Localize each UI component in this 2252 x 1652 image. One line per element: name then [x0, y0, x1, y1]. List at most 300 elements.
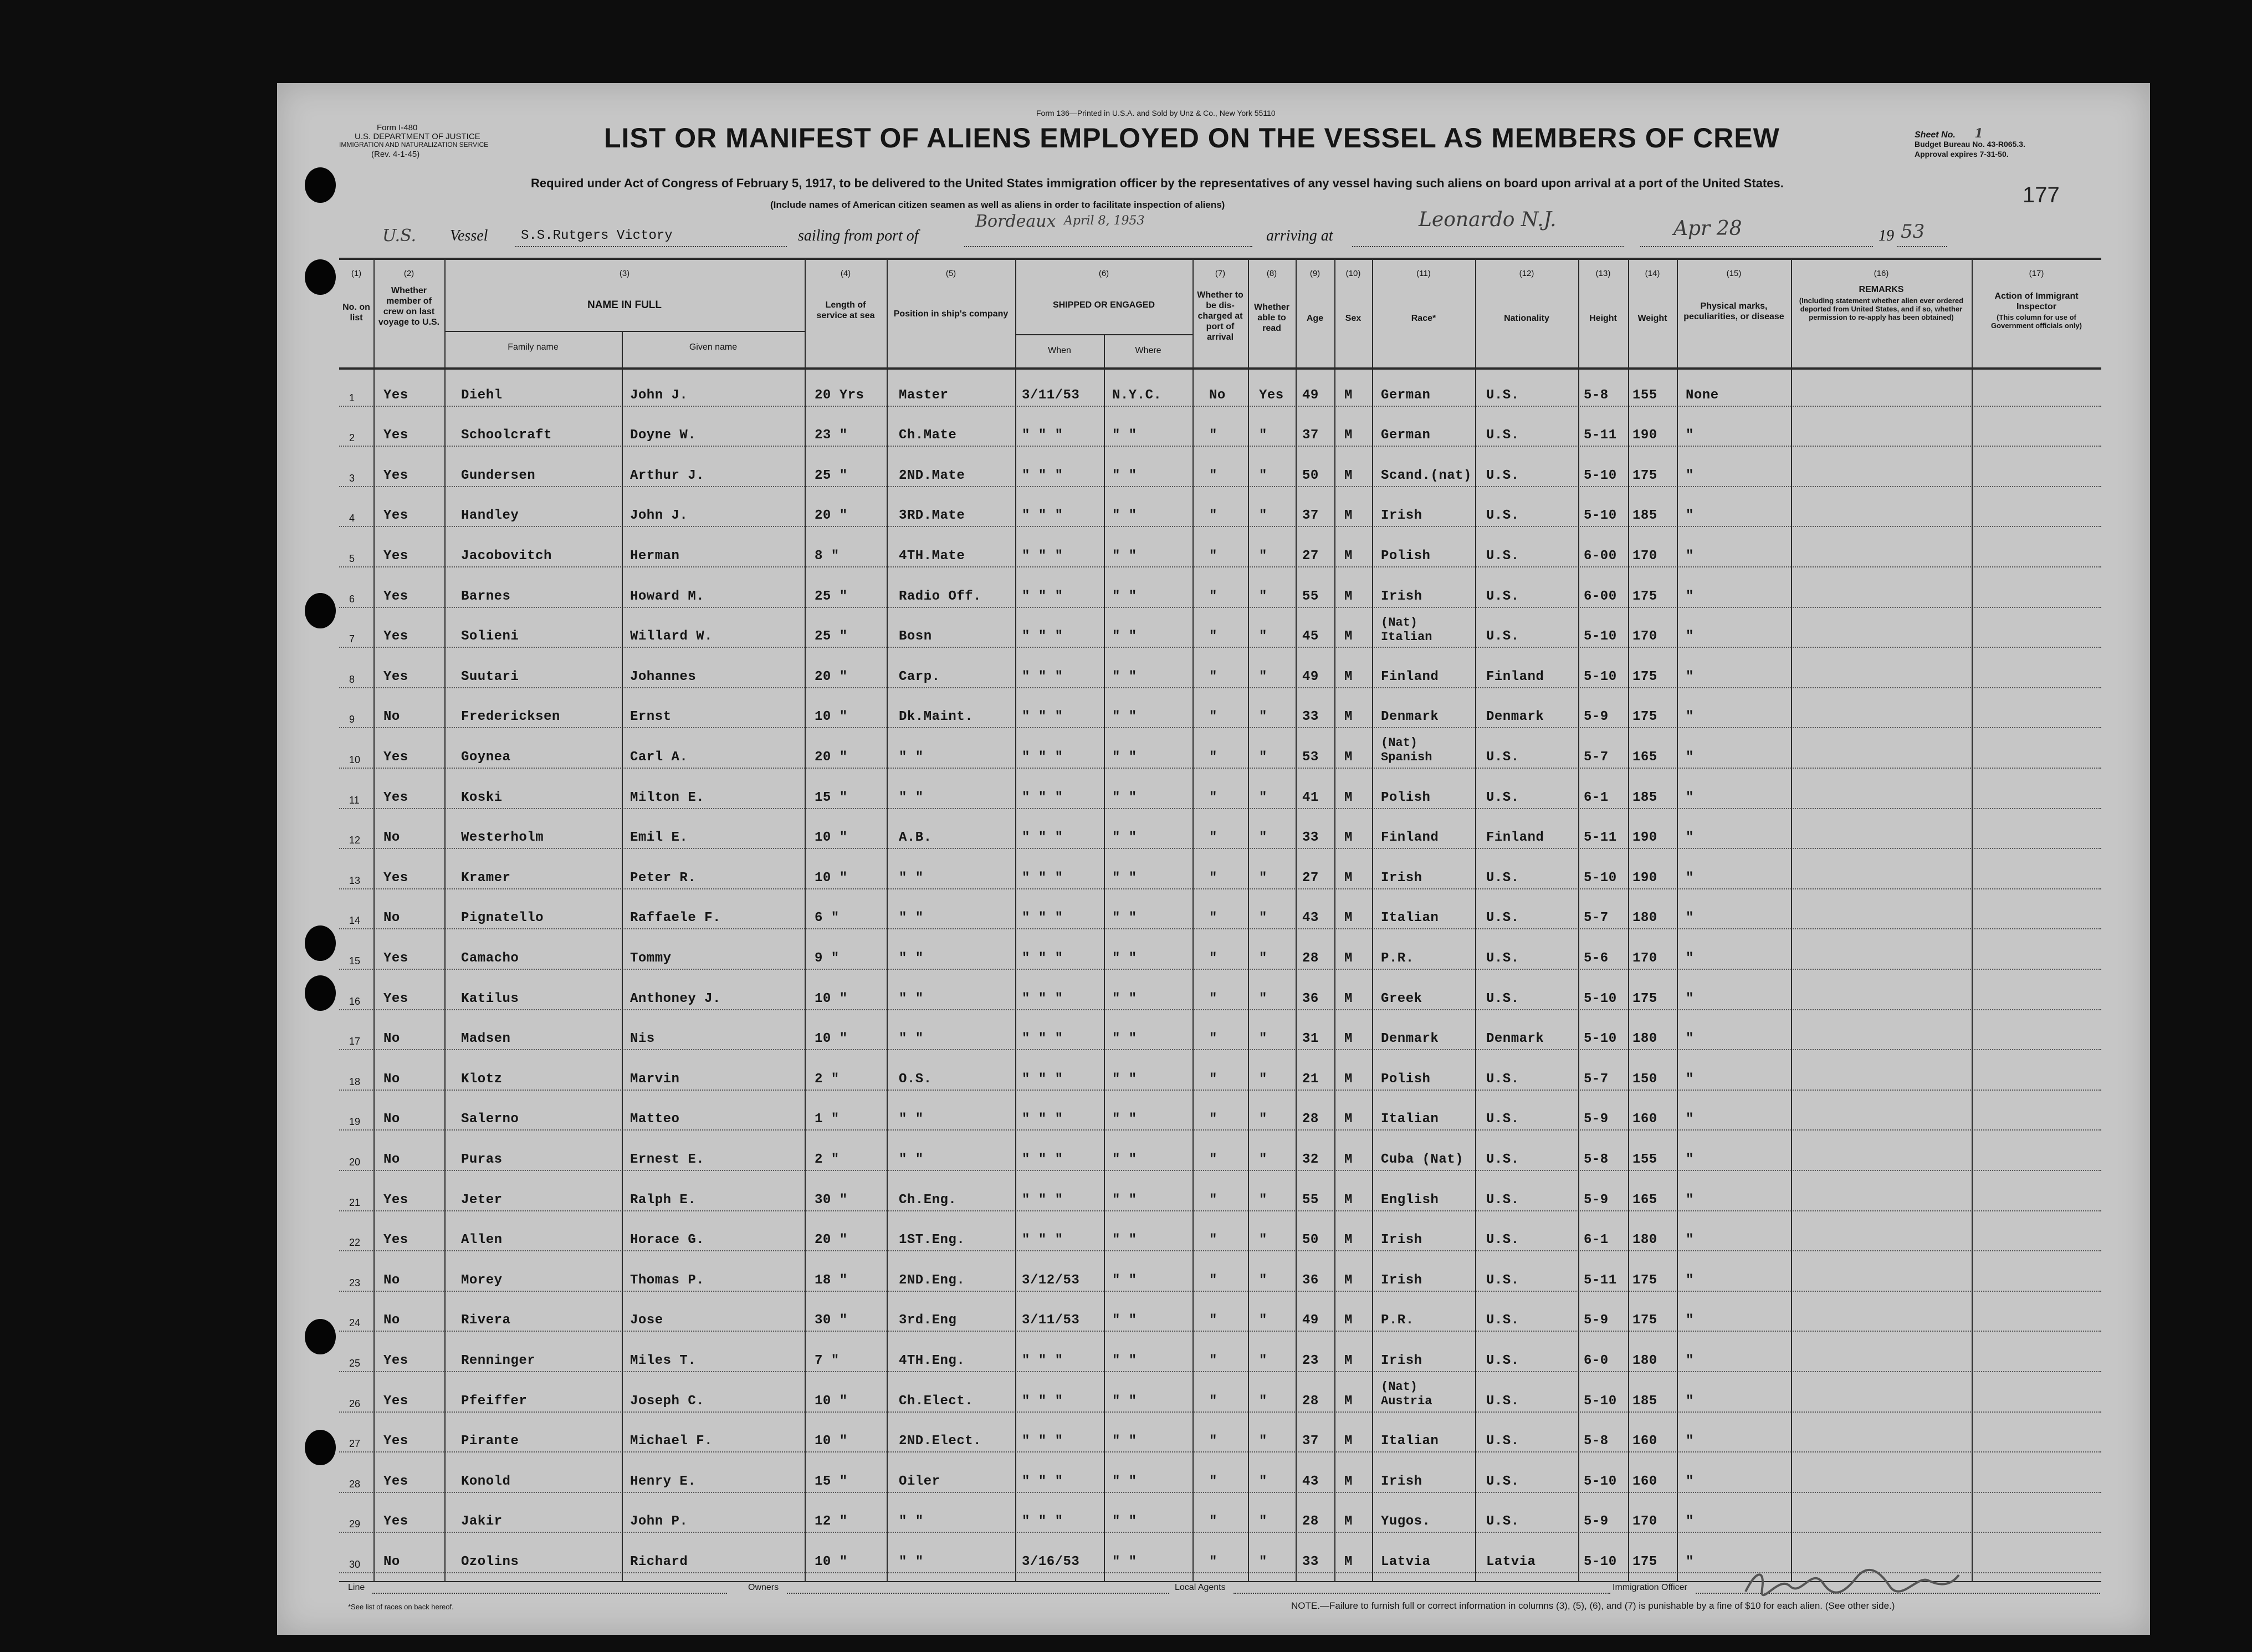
cell-sex: M — [1344, 1554, 1353, 1569]
cell-position: Bosn — [899, 629, 932, 645]
cell-when: " " " — [1022, 709, 1063, 725]
footer-officer-label: Immigration Officer — [1613, 1583, 1687, 1592]
cell-length: 20 " — [815, 669, 848, 684]
column-divider — [1628, 258, 1629, 1581]
cell-height: 6-00 — [1584, 589, 1617, 604]
cell-sex: M — [1344, 1071, 1353, 1087]
cell-family: Schoolcraft — [461, 428, 552, 443]
header-length: Length of service at sea — [816, 300, 875, 320]
cell-nat: Finland — [1486, 669, 1544, 684]
cell-read: " — [1259, 589, 1267, 604]
cell-family: Solieni — [461, 629, 519, 645]
cell-given: John P. — [630, 1514, 688, 1530]
cell-height: 5-9 — [1584, 709, 1609, 725]
cell-length: 25 " — [815, 629, 848, 645]
cell-weight: 170 — [1632, 1514, 1657, 1530]
cell-when: " " " — [1022, 508, 1063, 524]
cell-when: " " " — [1022, 1071, 1063, 1087]
cell-family: Camacho — [461, 951, 519, 966]
cell-member: Yes — [383, 468, 408, 483]
printer-line: Form 136—Printed in U.S.A. and Sold by Unz & Co., New York 55110 — [1036, 109, 1276, 117]
row-number: 28 — [349, 1478, 361, 1490]
cell-nat: U.S. — [1486, 951, 1519, 966]
cell-family: Pignatello — [461, 911, 544, 926]
punch-hole — [305, 593, 336, 628]
cell-sex: M — [1344, 709, 1353, 725]
cell-family: Handley — [461, 508, 519, 524]
cell-disch: " — [1209, 750, 1217, 765]
budget-bureau: Budget Bureau No. 43-R065.3. — [1915, 140, 2025, 149]
cell-given: Raffaele F. — [630, 911, 721, 926]
cell-nat: U.S. — [1486, 589, 1519, 604]
cell-family: Diehl — [461, 387, 503, 403]
cell-position: " " — [899, 1514, 924, 1530]
row-divider — [339, 406, 2101, 407]
cell-when: " " " — [1022, 830, 1063, 846]
cell-read: " — [1259, 1393, 1267, 1409]
cell-race: (Nat) Austria — [1381, 1380, 1432, 1408]
row-number: 12 — [349, 835, 361, 846]
cell-when: " " " — [1022, 1514, 1063, 1530]
arriving-underline — [1352, 246, 1624, 247]
row-number: 19 — [349, 1116, 361, 1128]
cell-position: Dk.Maint. — [899, 709, 974, 725]
cell-read: " — [1259, 991, 1267, 1006]
row-divider — [339, 1451, 2101, 1452]
cell-sex: M — [1344, 1474, 1353, 1489]
cell-given: Johannes — [630, 669, 697, 684]
cell-length: 2 " — [815, 1071, 840, 1087]
cell-given: Joseph C. — [630, 1393, 705, 1409]
cell-sex: M — [1344, 1393, 1353, 1409]
cell-phys: " — [1686, 1353, 1694, 1368]
cell-family: Klotz — [461, 1071, 503, 1087]
cell-height: 5-11 — [1584, 428, 1617, 443]
cell-nat: Finland — [1486, 830, 1544, 846]
cell-nat: U.S. — [1486, 870, 1519, 886]
cell-family: Allen — [461, 1232, 503, 1248]
cell-given: Ralph E. — [630, 1192, 697, 1208]
cell-where: N.Y.C. — [1112, 387, 1162, 403]
cell-where: " " — [1112, 1313, 1137, 1328]
cell-where: " " — [1112, 1474, 1137, 1489]
cell-read: " — [1259, 1232, 1267, 1248]
column-divider — [1791, 258, 1792, 1581]
cell-sex: M — [1344, 468, 1353, 483]
column-divider — [1104, 334, 1105, 1581]
header-read: Whether able to read — [1254, 303, 1289, 333]
cell-height: 5-7 — [1584, 1071, 1609, 1087]
footer-owners-underline — [787, 1593, 1169, 1594]
cell-given: John J. — [630, 508, 688, 524]
cell-phys: " — [1686, 870, 1694, 886]
header-race: Race* — [1411, 314, 1436, 323]
cell-nat: U.S. — [1486, 750, 1519, 765]
cell-where: " " — [1112, 991, 1137, 1006]
cell-read: " — [1259, 1272, 1267, 1288]
arriving-label: arriving at — [1266, 227, 1333, 244]
cell-race: (Nat) Italian — [1381, 615, 1432, 644]
cell-member: No — [383, 1071, 400, 1087]
row-number: 6 — [349, 593, 355, 605]
cell-nat: U.S. — [1486, 1112, 1519, 1127]
cell-age: 28 — [1302, 1112, 1319, 1127]
cell-member: Yes — [383, 1474, 408, 1489]
cell-phys: " — [1686, 1232, 1694, 1248]
cell-family: Konold — [461, 1474, 511, 1489]
cell-family: Gundersen — [461, 468, 536, 483]
cell-position: Carp. — [899, 669, 940, 684]
row-divider — [339, 647, 2101, 648]
cell-where: " " — [1112, 1192, 1137, 1208]
cell-length: 18 " — [815, 1272, 848, 1288]
cell-where: " " — [1112, 1152, 1137, 1167]
cell-race: Irish — [1381, 1353, 1422, 1368]
cell-height: 6-0 — [1584, 1353, 1609, 1368]
punch-hole — [305, 1430, 336, 1465]
column-divider — [1015, 258, 1016, 1581]
cell-read: " — [1259, 951, 1267, 966]
header-physical: Physical marks, peculiarities, or disease — [1683, 301, 1784, 321]
cell-length: 10 " — [815, 991, 848, 1006]
cell-length: 12 " — [815, 1514, 848, 1530]
cell-disch: " — [1209, 669, 1217, 684]
cell-sex: M — [1344, 1031, 1353, 1047]
row-divider — [339, 446, 2101, 447]
cell-member: Yes — [383, 589, 408, 604]
cell-height: 5-10 — [1584, 1393, 1617, 1409]
column-number: (5) — [945, 269, 956, 278]
cell-weight: 175 — [1632, 468, 1657, 483]
cell-read: " — [1259, 1554, 1267, 1569]
cell-height: 5-11 — [1584, 1272, 1617, 1288]
column-divider — [1296, 258, 1297, 1581]
cell-phys: " — [1686, 830, 1694, 846]
header-nationality: Nationality — [1504, 314, 1549, 323]
cell-phys: " — [1686, 468, 1694, 483]
cell-length: 10 " — [815, 1393, 848, 1409]
cell-length: 7 " — [815, 1353, 840, 1368]
cell-given: Richard — [630, 1554, 688, 1569]
cell-disch: " — [1209, 991, 1217, 1006]
cell-age: 28 — [1302, 1393, 1319, 1409]
cell-when: 3/16/53 — [1022, 1554, 1080, 1569]
row-number: 7 — [349, 633, 355, 645]
row-divider — [339, 969, 2101, 970]
cell-weight: 185 — [1632, 1393, 1657, 1409]
row-number: 24 — [349, 1317, 361, 1329]
column-number: (6) — [1098, 269, 1109, 278]
cell-sex: M — [1344, 1112, 1353, 1127]
header-name-in-full: NAME IN FULL — [587, 299, 662, 311]
cell-age: 33 — [1302, 709, 1319, 725]
cell-sex: M — [1344, 428, 1353, 443]
cell-race: Polish — [1381, 790, 1431, 805]
cell-when: " " " — [1022, 1192, 1063, 1208]
punch-hole — [305, 259, 336, 295]
row-divider — [339, 1250, 2101, 1251]
cell-weight: 175 — [1632, 991, 1657, 1006]
cell-given: Tommy — [630, 951, 672, 966]
cell-nat: Denmark — [1486, 709, 1544, 725]
cell-age: 37 — [1302, 428, 1319, 443]
cell-phys: " — [1686, 1434, 1694, 1449]
cell-when: " " " — [1022, 1393, 1063, 1409]
cell-disch: " — [1209, 870, 1217, 886]
cell-nat: U.S. — [1486, 991, 1519, 1006]
cell-nat: U.S. — [1486, 428, 1519, 443]
cell-nat: U.S. — [1486, 1313, 1519, 1328]
cell-nat: U.S. — [1486, 1434, 1519, 1449]
row-divider — [339, 1170, 2101, 1171]
cell-race: Irish — [1381, 1232, 1422, 1248]
cell-disch: " — [1209, 1514, 1217, 1530]
cell-height: 5-8 — [1584, 387, 1609, 403]
cell-height: 5-6 — [1584, 951, 1609, 966]
cell-member: No — [383, 1112, 400, 1127]
cell-disch: " — [1209, 830, 1217, 846]
vessel-prefix: U.S. — [382, 226, 417, 246]
cell-race: Italian — [1381, 1434, 1439, 1449]
cell-member: No — [383, 1272, 400, 1288]
cell-race: Scand.(nat) — [1381, 468, 1472, 483]
cell-given: Marvin — [630, 1071, 680, 1087]
cell-when: " " " — [1022, 1353, 1063, 1368]
cell-race: Irish — [1381, 589, 1422, 604]
cell-race: German — [1381, 428, 1431, 443]
cell-disch: " — [1209, 589, 1217, 604]
cell-weight: 165 — [1632, 750, 1657, 765]
cell-weight: 175 — [1632, 709, 1657, 725]
cell-where: " " — [1112, 1434, 1137, 1449]
row-number: 9 — [349, 714, 355, 725]
header-sex: Sex — [1345, 314, 1362, 323]
cell-height: 5-8 — [1584, 1434, 1609, 1449]
column-number: (9) — [1309, 269, 1321, 278]
row-divider — [339, 1049, 2101, 1050]
cell-read: " — [1259, 549, 1267, 564]
cell-given: Willard W. — [630, 629, 713, 645]
cell-height: 6-1 — [1584, 1232, 1609, 1248]
cell-height: 5-10 — [1584, 468, 1617, 483]
cell-position: Ch.Eng. — [899, 1192, 957, 1208]
cell-position: A.B. — [899, 830, 932, 846]
row-number: 27 — [349, 1438, 361, 1450]
row-number: 1 — [349, 392, 355, 403]
row-divider — [339, 1371, 2101, 1372]
year-label: 19 — [1879, 227, 1894, 244]
cell-sex: M — [1344, 669, 1353, 684]
cell-read: " — [1259, 1192, 1267, 1208]
approval-expiry: Approval expires 7-31-50. — [1915, 150, 2009, 158]
sailing-date: April 8, 1953 — [1064, 214, 1145, 228]
cell-read: Yes — [1259, 387, 1284, 403]
cell-weight: 185 — [1632, 508, 1657, 524]
cell-phys: " — [1686, 428, 1694, 443]
cell-weight: 175 — [1632, 669, 1657, 684]
row-divider — [339, 1210, 2101, 1211]
row-divider — [339, 486, 2101, 487]
cell-disch: " — [1209, 1112, 1217, 1127]
cell-height: 5-10 — [1584, 1474, 1617, 1489]
cell-given: Peter R. — [630, 870, 697, 886]
cell-position: " " — [899, 1112, 924, 1127]
cell-age: 45 — [1302, 629, 1319, 645]
cell-sex: M — [1344, 750, 1353, 765]
cell-given: Michael F. — [630, 1434, 713, 1449]
cell-disch: " — [1209, 790, 1217, 805]
cell-disch: " — [1209, 629, 1217, 645]
cell-member: Yes — [383, 991, 408, 1006]
cell-height: 5-9 — [1584, 1112, 1609, 1127]
cell-position: 3rd.Eng — [899, 1313, 957, 1328]
cell-given: Matteo — [630, 1112, 680, 1127]
cell-phys: None — [1686, 387, 1719, 403]
cell-read: " — [1259, 428, 1267, 443]
row-number: 30 — [349, 1559, 361, 1570]
cell-family: Pirante — [461, 1434, 519, 1449]
cell-phys: " — [1686, 508, 1694, 524]
cell-member: No — [383, 911, 400, 926]
cell-phys: " — [1686, 1393, 1694, 1409]
cell-read: " — [1259, 911, 1267, 926]
cell-age: 43 — [1302, 1474, 1319, 1489]
cell-nat: U.S. — [1486, 629, 1519, 645]
row-number: 5 — [349, 553, 355, 564]
column-divider — [887, 258, 888, 1581]
cell-phys: " — [1686, 1031, 1694, 1047]
cell-weight: 175 — [1632, 1554, 1657, 1569]
cell-nat: U.S. — [1486, 1393, 1519, 1409]
row-divider — [339, 1411, 2101, 1413]
cell-height: 5-10 — [1584, 629, 1617, 645]
cell-disch: " — [1209, 428, 1217, 443]
cell-member: Yes — [383, 750, 408, 765]
cell-member: Yes — [383, 629, 408, 645]
cell-race: Polish — [1381, 1071, 1431, 1087]
cell-height: 5-9 — [1584, 1192, 1609, 1208]
cell-member: Yes — [383, 669, 408, 684]
cell-weight: 190 — [1632, 830, 1657, 846]
cell-disch: " — [1209, 951, 1217, 966]
cell-weight: 160 — [1632, 1434, 1657, 1449]
vessel-name: S.S.Rutgers Victory — [521, 228, 673, 243]
column-number: (16) — [1874, 269, 1889, 278]
cell-length: 15 " — [815, 790, 848, 805]
cell-where: " " — [1112, 750, 1137, 765]
cell-sex: M — [1344, 830, 1353, 846]
cell-given: Anthoney J. — [630, 991, 721, 1006]
cell-race: Denmark — [1381, 1031, 1439, 1047]
cell-weight: 165 — [1632, 1192, 1657, 1208]
punch-hole — [305, 167, 336, 203]
cell-read: " — [1259, 1514, 1267, 1530]
cell-race: (Nat) Spanish — [1381, 736, 1432, 765]
footer-agents-label: Local Agents — [1175, 1583, 1226, 1592]
cell-when: " " " — [1022, 549, 1063, 564]
row-number: 13 — [349, 874, 361, 886]
cell-member: No — [383, 830, 400, 846]
cell-where: " " — [1112, 1031, 1137, 1047]
cell-race: Irish — [1381, 1474, 1422, 1489]
row-number: 26 — [349, 1398, 361, 1409]
crew-table — [339, 258, 2101, 1577]
cell-member: Yes — [383, 1192, 408, 1208]
cell-read: " — [1259, 870, 1267, 886]
cell-read: " — [1259, 1112, 1267, 1127]
cell-family: Puras — [461, 1152, 503, 1167]
cell-height: 6-1 — [1584, 790, 1609, 805]
column-number: (3) — [619, 269, 630, 278]
cell-position: " " — [899, 1554, 924, 1569]
cell-age: 33 — [1302, 830, 1319, 846]
footer-line-label: Line — [348, 1583, 365, 1592]
page-title: LIST OR MANIFEST OF ALIENS EMPLOYED ON THE VESSEL AS MEMBERS OF CREW — [604, 122, 1780, 154]
cell-read: " — [1259, 629, 1267, 645]
cell-age: 50 — [1302, 1232, 1319, 1248]
cell-age: 32 — [1302, 1152, 1319, 1167]
cell-when: 3/11/53 — [1022, 1313, 1080, 1328]
cell-member: No — [383, 1313, 400, 1328]
column-number: (8) — [1266, 269, 1277, 278]
cell-member: No — [383, 1554, 400, 1569]
cell-phys: " — [1686, 911, 1694, 926]
cell-read: " — [1259, 508, 1267, 524]
cell-family: Morey — [461, 1272, 503, 1288]
cell-race: Italian — [1381, 1112, 1439, 1127]
cell-sex: M — [1344, 1152, 1353, 1167]
sheet-number: 1 — [1974, 126, 1983, 141]
cell-age: 37 — [1302, 1434, 1319, 1449]
row-divider — [339, 1009, 2101, 1010]
cell-family: Fredericksen — [461, 709, 560, 725]
year-value: 53 — [1901, 221, 1925, 243]
cell-member: Yes — [383, 870, 408, 886]
cell-where: " " — [1112, 870, 1137, 886]
cell-when: " " " — [1022, 911, 1063, 926]
cell-phys: " — [1686, 1272, 1694, 1288]
header-position: Position in ship's company — [893, 309, 1009, 319]
cell-position: 3RD.Mate — [899, 508, 965, 524]
column-divider — [1334, 258, 1335, 1581]
column-divider — [444, 258, 446, 1581]
cell-nat: U.S. — [1486, 1152, 1519, 1167]
cell-age: 23 — [1302, 1353, 1319, 1368]
cell-nat: U.S. — [1486, 911, 1519, 926]
cell-race: Yugos. — [1381, 1514, 1431, 1530]
cell-read: " — [1259, 830, 1267, 846]
cell-read: " — [1259, 1031, 1267, 1047]
cell-race: P.R. — [1381, 1313, 1414, 1328]
cell-race: English — [1381, 1192, 1439, 1208]
row-number: 21 — [349, 1196, 361, 1208]
header-shipped: SHIPPED OR ENGAGED — [1052, 300, 1155, 310]
cell-when: 3/12/53 — [1022, 1272, 1080, 1288]
cell-family: Westerholm — [461, 830, 544, 846]
cell-where: " " — [1112, 669, 1137, 684]
cell-family: Pfeiffer — [461, 1393, 528, 1409]
cell-nat: U.S. — [1486, 387, 1519, 403]
cell-family: Rivera — [461, 1313, 511, 1328]
cell-age: 33 — [1302, 1554, 1319, 1569]
cell-family: Renninger — [461, 1353, 536, 1368]
footer-race-note: *See list of races on back hereof. — [348, 1603, 454, 1611]
cell-position: " " — [899, 951, 924, 966]
header-weight: Weight — [1637, 314, 1667, 323]
column-number: (11) — [1416, 269, 1431, 278]
cell-race: Italian — [1381, 911, 1439, 926]
cell-nat: Latvia — [1486, 1554, 1536, 1569]
